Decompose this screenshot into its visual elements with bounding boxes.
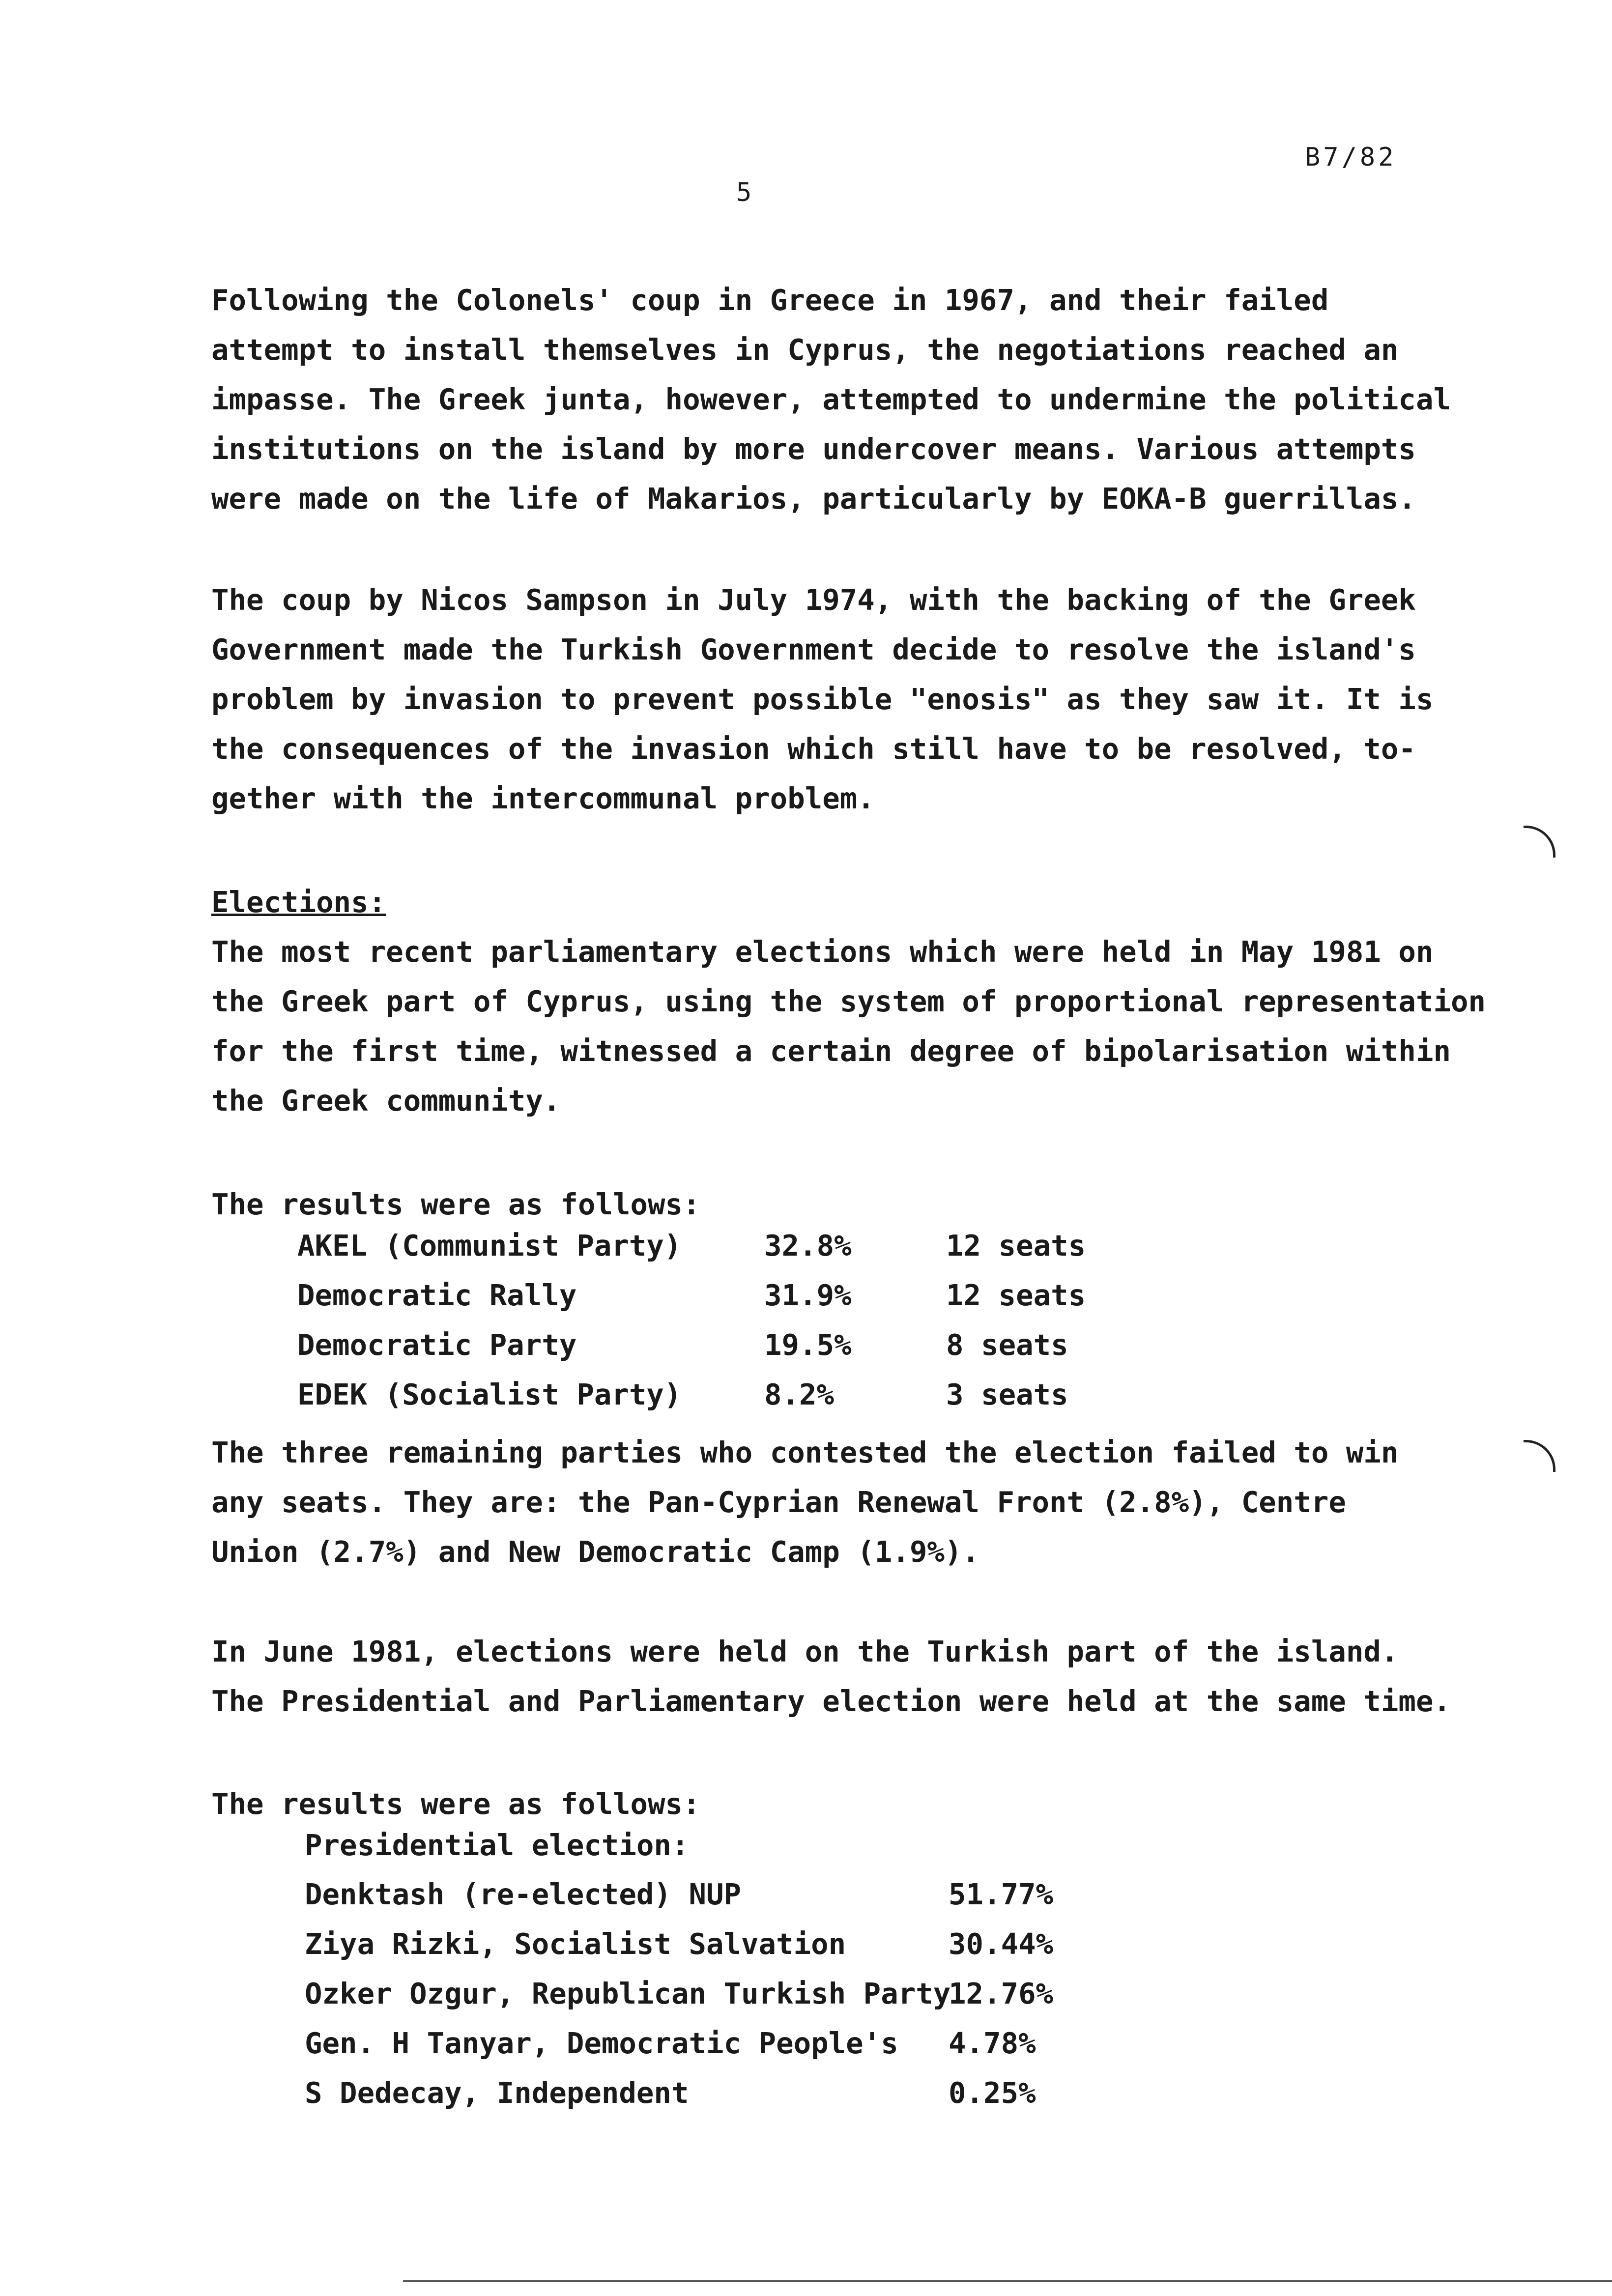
candidate-percent: 30.44% bbox=[949, 1927, 1054, 1961]
text-line: The results were as follows: bbox=[211, 1187, 700, 1221]
party-seats: 12 seats bbox=[946, 1229, 1086, 1263]
text-line: impasse. The Greek junta, however, attempted to undermine the political bbox=[211, 382, 1451, 416]
text-line: The results were as follows: bbox=[211, 1787, 700, 1821]
presidential-election-title: Presidential election: bbox=[305, 1828, 689, 1862]
document-reference: B7/82 bbox=[1305, 143, 1397, 172]
text-line: any seats. They are: the Pan-Cyprian Renewal Front (2.8%), Centre bbox=[211, 1485, 1346, 1519]
bottom-scan-line bbox=[403, 2280, 1612, 2282]
candidate-name: Denktash (re-elected) NUP bbox=[305, 1877, 742, 1911]
results-intro-greek bbox=[211, 1179, 1450, 1229]
party-seats: 12 seats bbox=[946, 1278, 1086, 1312]
section-elections bbox=[211, 877, 1486, 1125]
page-number: 5 bbox=[736, 178, 752, 207]
text-line: In June 1981, elections were held on the Turkish part of the island. bbox=[211, 1635, 1399, 1668]
candidate-name: Ziya Rizki, Socialist Salvation bbox=[305, 1927, 846, 1961]
party-percent: 19.5% bbox=[764, 1328, 852, 1362]
section-heading: Elections: bbox=[211, 885, 386, 919]
candidate-percent: 0.25% bbox=[949, 2076, 1036, 2110]
text-line: for the first time, witnessed a certain degree of bipolarisation within bbox=[211, 1034, 1451, 1068]
text-line: Following the Colonels' coup in Greece in 1967, and their failed bbox=[211, 283, 1329, 317]
text-line: The Presidential and Parliamentary election were held at the same time. bbox=[211, 1684, 1451, 1718]
text-line: problem by invasion to prevent possible "enosis" as they saw it. It is bbox=[211, 682, 1434, 716]
text-line: the Greek part of Cyprus, using the system of proportional representation bbox=[211, 984, 1486, 1018]
candidate-name: Gen. H Tanyar, Democratic People's bbox=[305, 2026, 898, 2060]
paragraph-turkish-elections bbox=[211, 1627, 1450, 1726]
party-seats: 8 seats bbox=[946, 1328, 1068, 1362]
candidate-percent: 12.76% bbox=[949, 1977, 1054, 2010]
candidate-name: Ozker Ozgur, Republican Turkish Party bbox=[305, 1977, 951, 2010]
text-line: the Greek community. bbox=[211, 1084, 561, 1118]
party-name: Democratic Rally bbox=[297, 1278, 577, 1312]
binder-hole-mark bbox=[1524, 1440, 1555, 1472]
text-line: gether with the intercommunal problem. bbox=[211, 781, 875, 815]
candidate-percent: 4.78% bbox=[949, 2026, 1036, 2060]
results-intro-turkish bbox=[211, 1779, 1450, 1829]
party-name: EDEK (Socialist Party) bbox=[297, 1378, 682, 1411]
party-percent: 32.8% bbox=[764, 1229, 852, 1263]
text-line: The three remaining parties who contested the election failed to win bbox=[211, 1435, 1399, 1469]
party-percent: 8.2% bbox=[764, 1378, 835, 1411]
text-line: institutions on the island by more undercover means. Various attempts bbox=[211, 432, 1416, 466]
paragraph-sampson-coup bbox=[211, 575, 1450, 823]
party-name: AKEL (Communist Party) bbox=[297, 1229, 682, 1263]
text-line: The coup by Nicos Sampson in July 1974, with the backing of the Greek bbox=[211, 583, 1416, 617]
text-line: the consequences of the invasion which still have to be resolved, to- bbox=[211, 732, 1416, 766]
text-line: Government made the Turkish Government decide to resolve the island's bbox=[211, 632, 1416, 666]
candidate-name: S Dedecay, Independent bbox=[305, 2076, 689, 2110]
party-name: Democratic Party bbox=[297, 1328, 577, 1362]
party-seats: 3 seats bbox=[946, 1378, 1068, 1411]
paragraph-colonels-coup bbox=[211, 275, 1450, 523]
party-percent: 31.9% bbox=[764, 1278, 852, 1312]
text-line: were made on the life of Makarios, particularly by EOKA-B guerrillas. bbox=[211, 482, 1416, 516]
text-line: Union (2.7%) and New Democratic Camp (1.9%). bbox=[211, 1535, 979, 1569]
binder-hole-mark bbox=[1524, 826, 1555, 858]
paragraph-remaining-parties bbox=[211, 1428, 1450, 1577]
text-line: The most recent parliamentary elections which were held in May 1981 on bbox=[211, 935, 1434, 969]
text-line: attempt to install themselves in Cyprus, the negotiations reached an bbox=[211, 333, 1399, 367]
candidate-percent: 51.77% bbox=[949, 1877, 1054, 1911]
